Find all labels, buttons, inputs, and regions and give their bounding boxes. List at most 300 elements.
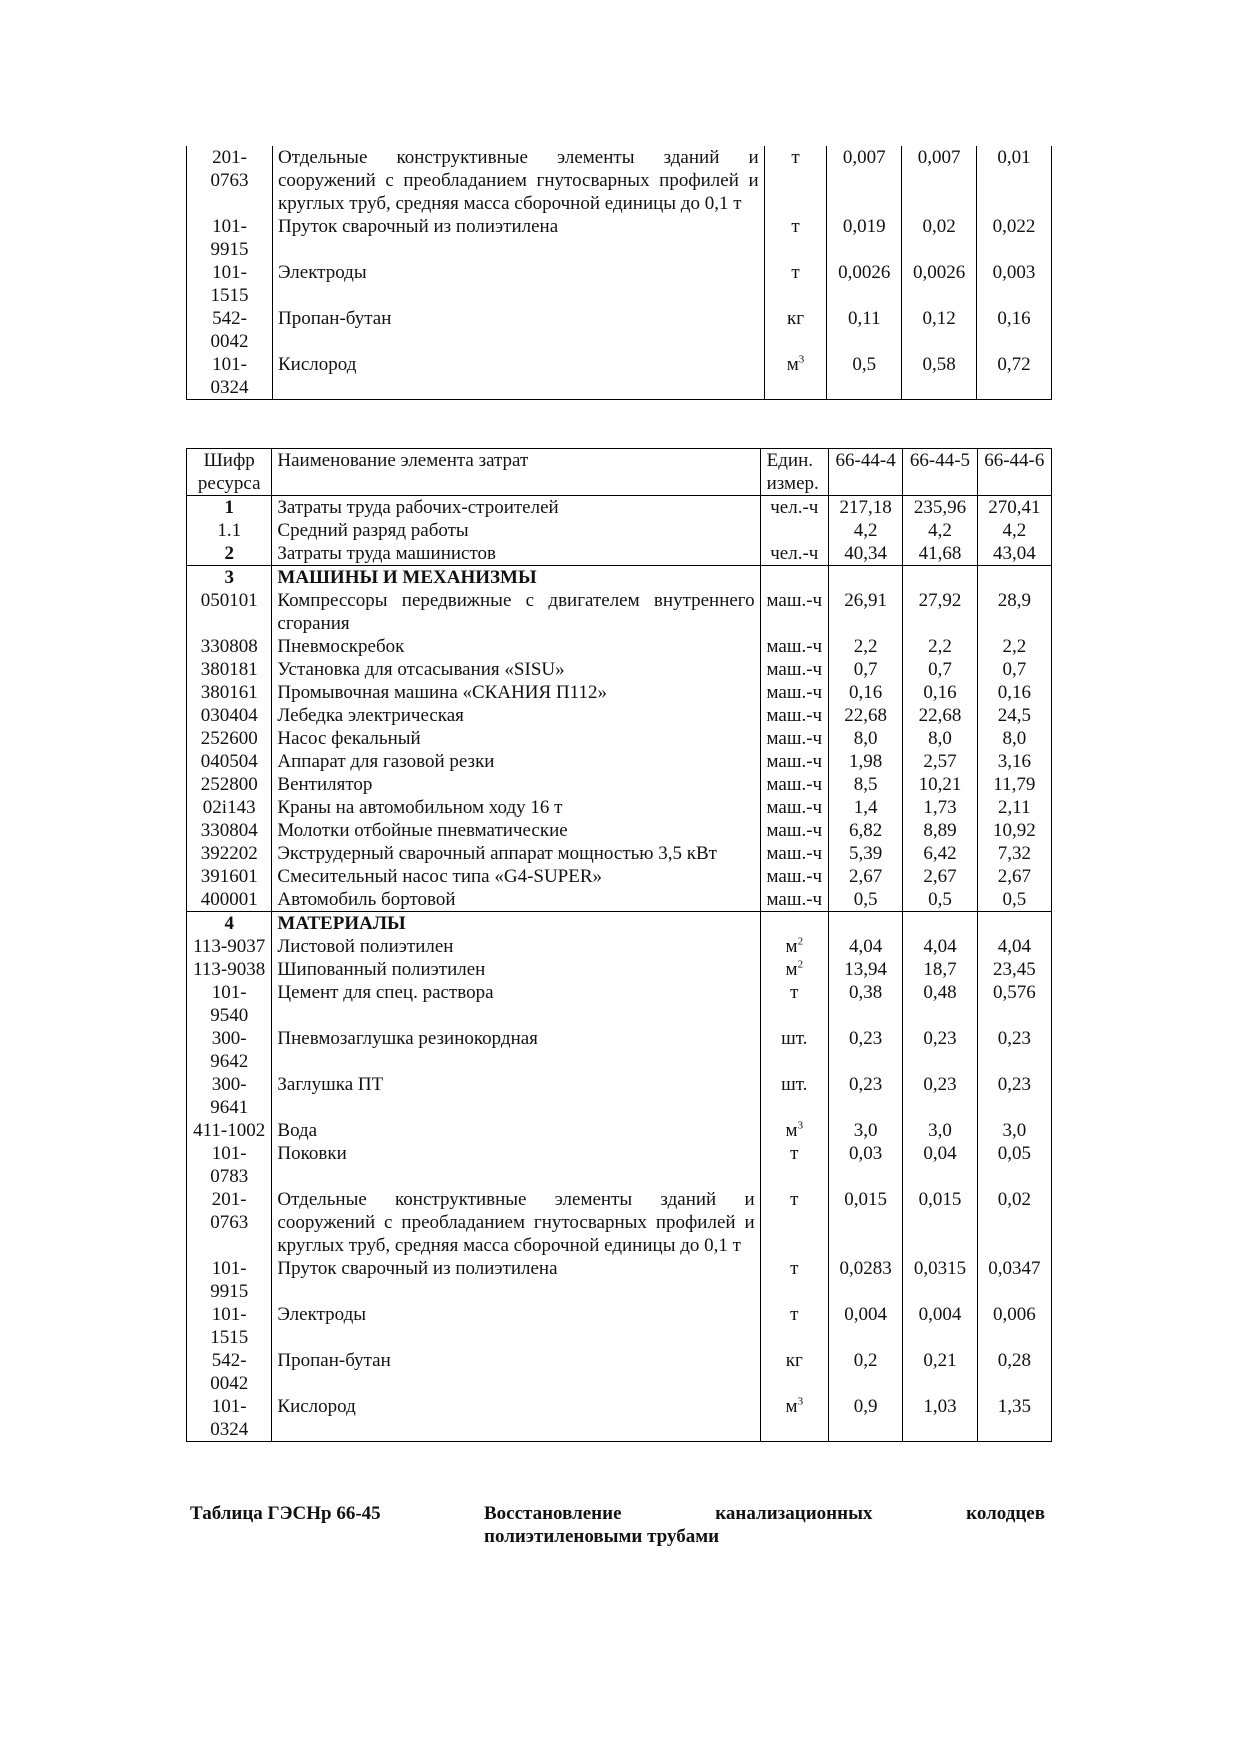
unit-text: маш.-ч — [766, 866, 823, 887]
code-cell — [187, 1188, 272, 1257]
value-col1: 0,16 — [828, 681, 902, 704]
unit-text: кг — [787, 308, 805, 329]
unit-text: маш.-ч — [766, 843, 823, 864]
value-col2: 0,23 — [903, 1073, 977, 1119]
code-text: 02i143 — [202, 797, 256, 818]
code-text: 113-9037 — [193, 936, 266, 957]
unit-text: м — [785, 959, 798, 980]
value-col2: 0,0315 — [903, 1257, 977, 1303]
unit-cell — [760, 1395, 828, 1442]
name-cell: Экструдерный сварочный аппарат мощностью 3,5 кВт — [272, 842, 760, 865]
unit-cell — [760, 1257, 828, 1303]
empty-cell — [760, 566, 828, 590]
unit-text: маш.-ч — [766, 774, 823, 795]
name-cell: Шипованный полиэтилен — [272, 958, 760, 981]
unit-cell — [764, 307, 827, 353]
name-cell: Пропан-бутан — [272, 1349, 760, 1395]
unit-cell — [760, 542, 828, 566]
unit-cell — [760, 796, 828, 819]
value-col2: 0,16 — [903, 681, 977, 704]
unit-cell — [760, 496, 828, 520]
machine-row — [187, 865, 1052, 888]
unit-text: м — [785, 1120, 798, 1141]
unit-cell — [760, 842, 828, 865]
name-cell: Листовой полиэтилен — [272, 935, 760, 958]
name-cell: Автомобиль бортовой — [272, 888, 760, 912]
unit-superscript: 3 — [797, 1119, 804, 1132]
name-cell: Вода — [272, 1119, 760, 1142]
value-col3: 43,04 — [977, 542, 1051, 566]
value-col1: 0,5 — [827, 353, 902, 400]
code-cell — [187, 589, 272, 635]
unit-cell — [760, 1349, 828, 1395]
material-row — [187, 1395, 1052, 1442]
name-cell: Пневмозаглушка резинокордная — [272, 1027, 760, 1073]
code-text: 040504 — [200, 751, 258, 772]
section-title: МАШИНЫ И МЕХАНИЗМЫ — [272, 566, 760, 590]
code-text: 101- 9915 — [210, 216, 249, 260]
empty-cell — [903, 566, 977, 590]
code-text: 252600 — [200, 728, 258, 749]
empty-cell — [977, 566, 1051, 590]
header-col1: 66-44-4 — [828, 449, 902, 496]
code-text: 050101 — [200, 590, 258, 611]
unit-cell — [760, 1119, 828, 1142]
machine-row — [187, 796, 1052, 819]
value-col3: 0,23 — [977, 1073, 1051, 1119]
unit-cell — [760, 888, 828, 912]
value-col2: 2,57 — [903, 750, 977, 773]
code-cell — [187, 819, 272, 842]
unit-cell — [760, 727, 828, 750]
code-text: 101- 0324 — [210, 1396, 249, 1440]
code-cell — [187, 796, 272, 819]
code-cell — [187, 635, 272, 658]
value-col1: 0,019 — [827, 215, 902, 261]
value-col3: 0,28 — [977, 1349, 1051, 1395]
unit-cell — [760, 635, 828, 658]
code-cell — [187, 496, 272, 520]
code-text: 330808 — [200, 636, 258, 657]
unit-cell — [760, 1303, 828, 1349]
section-code: 4 — [187, 912, 272, 936]
machine-row — [187, 658, 1052, 681]
code-text: 101- 9915 — [210, 1258, 249, 1302]
name-cell: Электроды — [272, 1303, 760, 1349]
code-cell — [187, 681, 272, 704]
unit-superscript: 3 — [797, 1395, 804, 1408]
value-col1: 0,015 — [828, 1188, 902, 1257]
value-col1: 4,2 — [828, 519, 902, 542]
code-cell — [187, 146, 273, 215]
unit-text: кг — [785, 1350, 803, 1371]
value-col1: 0,2 — [828, 1349, 902, 1395]
code-text: 201- 0763 — [210, 1189, 249, 1233]
value-col1: 0,03 — [828, 1142, 902, 1188]
value-col2: 235,96 — [903, 496, 977, 520]
code-text: 1 — [224, 497, 234, 518]
code-text: 101- 1515 — [210, 262, 249, 306]
code-text: 330804 — [200, 820, 258, 841]
machine-row — [187, 589, 1052, 635]
value-col2: 0,21 — [903, 1349, 977, 1395]
code-cell — [187, 1027, 272, 1073]
section-row — [187, 912, 1052, 936]
material-row — [187, 261, 1052, 307]
value-col1: 0,38 — [828, 981, 902, 1027]
code-cell — [187, 658, 272, 681]
value-col3: 2,67 — [977, 865, 1051, 888]
unit-text: шт. — [781, 1028, 808, 1049]
unit-cell — [760, 773, 828, 796]
value-col2: 4,2 — [903, 519, 977, 542]
name-cell: Краны на автомобильном ходу 16 т — [272, 796, 760, 819]
unit-text: маш.-ч — [766, 820, 823, 841]
code-text: 252800 — [200, 774, 258, 795]
section-title: МАТЕРИАЛЫ — [272, 912, 760, 936]
unit-cell — [760, 819, 828, 842]
value-col1: 13,94 — [828, 958, 902, 981]
name-cell: Аппарат для газовой резки — [272, 750, 760, 773]
empty-cell — [903, 912, 977, 936]
value-col2: 1,03 — [903, 1395, 977, 1442]
unit-text: м — [785, 1396, 798, 1417]
empty-cell — [828, 566, 902, 590]
value-col2: 27,92 — [903, 589, 977, 635]
header-col2: 66-44-5 — [903, 449, 977, 496]
unit-text: маш.-ч — [766, 889, 823, 910]
value-col3: 4,2 — [977, 519, 1051, 542]
labor-row — [187, 542, 1052, 566]
value-col1: 1,98 — [828, 750, 902, 773]
caption-table-id: Таблица ГЭСНр 66-45 — [190, 1503, 381, 1524]
code-text: 201- 0763 — [210, 147, 249, 191]
unit-cell — [760, 1027, 828, 1073]
header-name: Наименование элемента затрат — [272, 449, 760, 496]
unit-cell — [760, 958, 828, 981]
empty-cell — [760, 912, 828, 936]
name-cell: Молотки отбойные пневматические — [272, 819, 760, 842]
value-col3: 0,576 — [977, 981, 1051, 1027]
resource-table — [186, 448, 1052, 1442]
unit-text: чел.-ч — [770, 497, 819, 518]
value-col3: 4,04 — [977, 935, 1051, 958]
value-col3: 7,32 — [977, 842, 1051, 865]
value-col2: 4,04 — [903, 935, 977, 958]
code-cell — [187, 888, 272, 912]
value-col3: 23,45 — [977, 958, 1051, 981]
machine-row — [187, 773, 1052, 796]
unit-cell — [764, 353, 827, 400]
value-col3: 0,02 — [977, 1188, 1051, 1257]
unit-cell — [760, 1142, 828, 1188]
value-col2: 0,0026 — [902, 261, 977, 307]
value-col3: 2,11 — [977, 796, 1051, 819]
machine-row — [187, 750, 1052, 773]
value-col2: 6,42 — [903, 842, 977, 865]
name-cell: Пруток сварочный из полиэтилена — [272, 1257, 760, 1303]
code-text: 392202 — [200, 843, 258, 864]
material-row — [187, 1142, 1052, 1188]
unit-text: м — [785, 936, 798, 957]
unit-cell — [760, 704, 828, 727]
unit-cell — [760, 865, 828, 888]
unit-text: маш.-ч — [766, 797, 823, 818]
code-cell — [187, 307, 273, 353]
name-cell: Отдельные конструктивные элементы зданий и сооружений с преобладанием гнутосварных профилей и круглых труб, средняя масса сборочной единицы до 0,1 т — [272, 146, 764, 215]
code-cell — [187, 1395, 272, 1442]
code-cell — [187, 842, 272, 865]
value-col1: 0,0026 — [827, 261, 902, 307]
machine-row — [187, 888, 1052, 912]
material-row — [187, 215, 1052, 261]
code-text: 380181 — [200, 659, 258, 680]
name-cell: Промывочная машина «СКАНИЯ П112» — [272, 681, 760, 704]
value-col3: 270,41 — [977, 496, 1051, 520]
unit-text: маш.-ч — [766, 636, 823, 657]
value-col2: 2,67 — [903, 865, 977, 888]
name-cell: Заглушка ПТ — [272, 1073, 760, 1119]
value-col3: 0,05 — [977, 1142, 1051, 1188]
value-col1: 0,23 — [828, 1027, 902, 1073]
value-col2: 0,007 — [902, 146, 977, 215]
code-cell — [187, 1142, 272, 1188]
machine-row — [187, 842, 1052, 865]
header-unit: Един. измер. — [760, 449, 828, 496]
value-col2: 0,7 — [903, 658, 977, 681]
code-text: 380161 — [200, 682, 258, 703]
unit-text: т — [791, 216, 800, 237]
unit-text: т — [790, 1189, 799, 1210]
code-cell — [187, 1119, 272, 1142]
code-text: 030404 — [200, 705, 258, 726]
value-col1: 0,5 — [828, 888, 902, 912]
value-col1: 217,18 — [828, 496, 902, 520]
labor-row — [187, 519, 1052, 542]
value-col1: 22,68 — [828, 704, 902, 727]
unit-superscript: 2 — [797, 935, 804, 948]
material-row — [187, 1119, 1052, 1142]
value-col2: 0,04 — [903, 1142, 977, 1188]
caption-title — [484, 1502, 1045, 1548]
material-row — [187, 146, 1052, 215]
name-cell: Цемент для спец. раствора — [272, 981, 760, 1027]
unit-text: маш.-ч — [766, 705, 823, 726]
value-col3: 3,0 — [977, 1119, 1051, 1142]
value-col2: 10,21 — [903, 773, 977, 796]
caption-title-line2: полиэтиленовыми трубами — [484, 1526, 720, 1547]
name-cell: Лебедка электрическая — [272, 704, 760, 727]
unit-superscript: 2 — [797, 958, 804, 971]
value-col3: 0,01 — [977, 146, 1052, 215]
code-cell — [187, 865, 272, 888]
value-col1: 3,0 — [828, 1119, 902, 1142]
header-row — [187, 449, 1052, 496]
code-cell — [187, 519, 272, 542]
code-cell — [187, 958, 272, 981]
name-cell: Установка для отсасывания «SISU» — [272, 658, 760, 681]
code-cell — [187, 261, 273, 307]
name-cell: Затраты труда рабочих-строителей — [272, 496, 760, 520]
unit-text: маш.-ч — [766, 590, 823, 611]
name-cell: Электроды — [272, 261, 764, 307]
value-col1: 0,0283 — [828, 1257, 902, 1303]
unit-text: т — [791, 262, 800, 283]
unit-cell — [760, 750, 828, 773]
value-col1: 0,11 — [827, 307, 902, 353]
unit-cell — [760, 681, 828, 704]
name-cell: Средний разряд работы — [272, 519, 760, 542]
code-text: 542- 0042 — [210, 308, 249, 352]
code-text: 300- 9642 — [210, 1028, 249, 1072]
unit-cell — [764, 215, 827, 261]
material-row — [187, 958, 1052, 981]
machine-row — [187, 704, 1052, 727]
value-col1: 1,4 — [828, 796, 902, 819]
value-col3: 3,16 — [977, 750, 1051, 773]
material-row — [187, 1303, 1052, 1349]
value-col1: 0,007 — [827, 146, 902, 215]
value-col3: 2,2 — [977, 635, 1051, 658]
value-col3: 0,003 — [977, 261, 1052, 307]
unit-cell — [760, 658, 828, 681]
value-col3: 0,72 — [977, 353, 1052, 400]
code-cell — [187, 1303, 272, 1349]
value-col2: 0,12 — [902, 307, 977, 353]
unit-cell — [760, 1188, 828, 1257]
unit-text: чел.-ч — [770, 543, 819, 564]
code-cell — [187, 704, 272, 727]
header-col3: 66-44-6 — [977, 449, 1051, 496]
material-row — [187, 307, 1052, 353]
code-text: 1.1 — [217, 520, 242, 541]
code-cell — [187, 727, 272, 750]
value-col2: 0,004 — [903, 1303, 977, 1349]
header-code: Шифр ресурса — [187, 449, 272, 496]
unit-cell — [760, 981, 828, 1027]
value-col2: 2,2 — [903, 635, 977, 658]
code-text: 101- 9540 — [210, 982, 249, 1026]
code-cell — [187, 1349, 272, 1395]
code-cell — [187, 215, 273, 261]
name-cell: Кислород — [272, 353, 764, 400]
value-col3: 28,9 — [977, 589, 1051, 635]
name-cell: Насос фекальный — [272, 727, 760, 750]
material-row — [187, 1027, 1052, 1073]
code-text: 300- 9641 — [210, 1074, 249, 1118]
code-cell — [187, 353, 273, 400]
code-cell — [187, 935, 272, 958]
value-col1: 6,82 — [828, 819, 902, 842]
code-cell — [187, 773, 272, 796]
value-col3: 24,5 — [977, 704, 1051, 727]
name-cell: Поковки — [272, 1142, 760, 1188]
code-text: 542- 0042 — [210, 1350, 249, 1394]
material-row — [187, 1073, 1052, 1119]
value-col2: 0,23 — [903, 1027, 977, 1073]
material-row — [187, 1349, 1052, 1395]
code-cell — [187, 750, 272, 773]
value-col3: 0,0347 — [977, 1257, 1051, 1303]
unit-cell — [764, 261, 827, 307]
value-col1: 2,67 — [828, 865, 902, 888]
code-text: 2 — [224, 543, 234, 564]
value-col1: 0,004 — [828, 1303, 902, 1349]
code-text: 113-9038 — [193, 959, 266, 980]
value-col1: 0,9 — [828, 1395, 902, 1442]
unit-cell — [760, 589, 828, 635]
unit-cell — [760, 935, 828, 958]
value-col3: 8,0 — [977, 727, 1051, 750]
name-cell: Вентилятор — [272, 773, 760, 796]
machine-row — [187, 819, 1052, 842]
unit-text: м — [786, 354, 799, 375]
code-text: 101- 1515 — [210, 1304, 249, 1348]
value-col3: 0,006 — [977, 1303, 1051, 1349]
name-cell: Смесительный насос типа «G4-SUPER» — [272, 865, 760, 888]
value-col2: 22,68 — [903, 704, 977, 727]
value-col3: 0,022 — [977, 215, 1052, 261]
name-cell: Пруток сварочный из полиэтилена — [272, 215, 764, 261]
value-col1: 2,2 — [828, 635, 902, 658]
unit-text: т — [790, 1258, 799, 1279]
value-col1: 26,91 — [828, 589, 902, 635]
name-cell: Пневмоскребок — [272, 635, 760, 658]
resource-table-body — [187, 496, 1052, 1442]
machine-row — [187, 681, 1052, 704]
value-col3: 0,16 — [977, 681, 1051, 704]
caption-title-line1: Восстановление канализационных колодцев — [484, 1503, 1045, 1524]
machine-row — [187, 635, 1052, 658]
value-col1: 40,34 — [828, 542, 902, 566]
code-text: 391601 — [200, 866, 258, 887]
top-continuation-table — [186, 146, 1052, 400]
code-text: 400001 — [200, 889, 258, 910]
unit-text: т — [790, 982, 799, 1003]
name-cell: Компрессоры передвижные с двигателем внутреннего сгорания — [272, 589, 760, 635]
empty-cell — [828, 912, 902, 936]
value-col1: 8,5 — [828, 773, 902, 796]
unit-text: шт. — [781, 1074, 808, 1095]
section-row — [187, 566, 1052, 590]
unit-cell — [760, 1073, 828, 1119]
value-col2: 0,48 — [903, 981, 977, 1027]
value-col3: 0,5 — [977, 888, 1051, 912]
value-col1: 5,39 — [828, 842, 902, 865]
code-cell — [187, 981, 272, 1027]
value-col3: 0,16 — [977, 307, 1052, 353]
value-col2: 18,7 — [903, 958, 977, 981]
code-text: 411-1002 — [193, 1120, 266, 1141]
labor-row — [187, 496, 1052, 520]
value-col2: 1,73 — [903, 796, 977, 819]
value-col3: 1,35 — [977, 1395, 1051, 1442]
material-row — [187, 1257, 1052, 1303]
value-col2: 0,58 — [902, 353, 977, 400]
machine-row — [187, 727, 1052, 750]
material-row — [187, 1188, 1052, 1257]
name-cell: Пропан-бутан — [272, 307, 764, 353]
code-text: 101- 0783 — [210, 1143, 249, 1187]
value-col2: 0,015 — [903, 1188, 977, 1257]
unit-text: маш.-ч — [766, 751, 823, 772]
value-col2: 0,02 — [902, 215, 977, 261]
unit-text: маш.-ч — [766, 728, 823, 749]
unit-text: т — [790, 1304, 799, 1325]
value-col1: 4,04 — [828, 935, 902, 958]
name-cell: Затраты труда машинистов — [272, 542, 760, 566]
value-col3: 0,23 — [977, 1027, 1051, 1073]
